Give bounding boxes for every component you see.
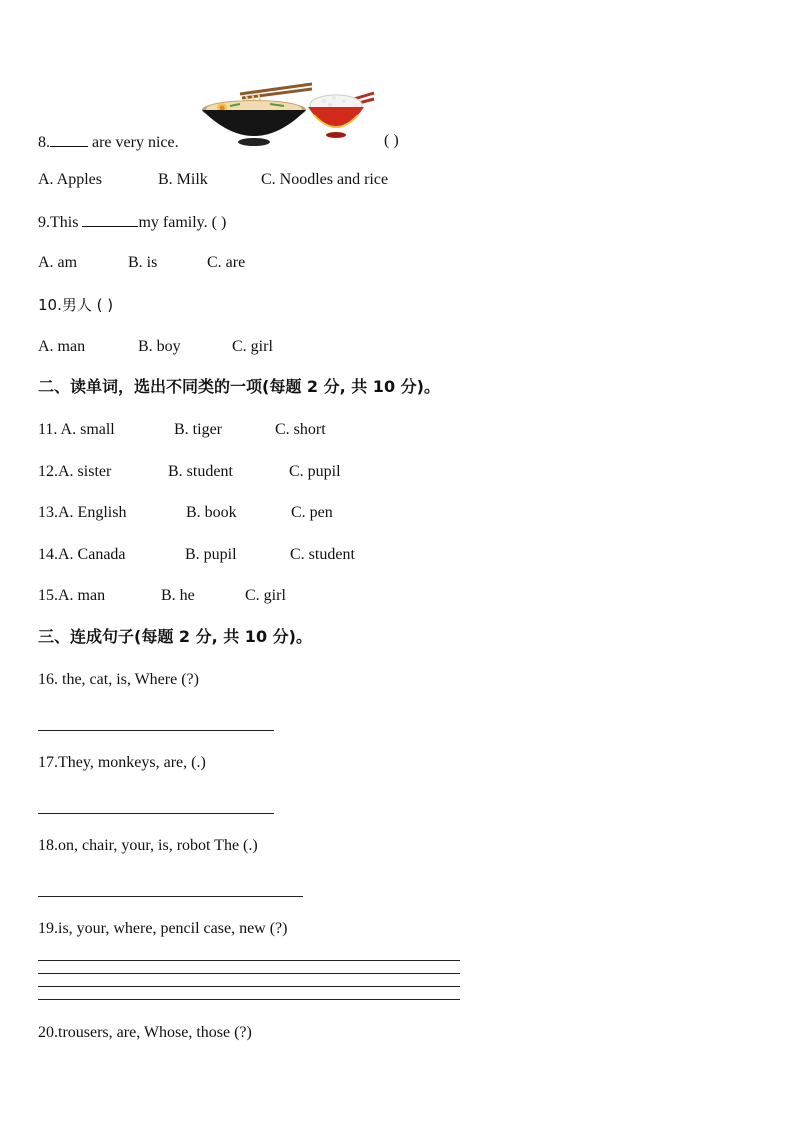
noodle-bowl-image [200, 80, 312, 150]
option-c[interactable]: C. are [207, 254, 246, 271]
option-a[interactable]: A. man [58, 587, 106, 604]
option-c[interactable]: C. girl [232, 338, 273, 355]
question-number: 18. [38, 837, 58, 854]
question-15 [38, 586, 105, 606]
question-text: are very nice. [92, 134, 179, 151]
option-c[interactable]: C. short [275, 421, 326, 438]
question-14 [38, 545, 126, 565]
option-b[interactable]: B. pupil [185, 546, 237, 563]
answer-paren[interactable]: ( ) [96, 296, 114, 314]
question-number: 15. [38, 587, 58, 604]
question-number: 11. [38, 421, 58, 438]
option-c[interactable]: C. Noodles and rice [261, 171, 389, 188]
question-17 [38, 753, 206, 773]
question-11 [38, 420, 115, 440]
answer-line[interactable] [38, 986, 460, 987]
option-c[interactable]: C. pupil [289, 463, 341, 480]
question-number: 9.This [38, 214, 79, 231]
question-text: trousers, are, Whose, those (?) [58, 1024, 252, 1041]
option-b[interactable]: B. boy [138, 338, 181, 355]
question-number: 19. [38, 920, 58, 937]
answer-line[interactable] [38, 813, 274, 814]
option-a[interactable]: A. man [38, 338, 86, 355]
answer-line[interactable] [38, 960, 460, 961]
question-text: on, chair, your, is, robot The (.) [58, 837, 258, 854]
option-b[interactable]: B. tiger [174, 421, 222, 438]
question-number: 16. [38, 671, 58, 688]
question-text: my family. [138, 214, 208, 231]
answer-blank[interactable] [50, 132, 88, 147]
option-b[interactable]: B. is [128, 254, 158, 271]
question-19 [38, 919, 287, 939]
answer-line[interactable] [38, 896, 303, 897]
rice-bowl-image [304, 85, 376, 141]
question-number: 20. [38, 1024, 58, 1041]
section-2-heading: 二、读单词，选出不同类的一项(每题 2 分, 共 10 分)。 [38, 377, 440, 396]
option-a[interactable]: A. Apples [38, 171, 102, 188]
question-text: is, your, where, pencil case, new (?) [58, 920, 288, 937]
option-a[interactable]: A. small [60, 421, 115, 438]
question-text: They, monkeys, are, (.) [58, 754, 206, 771]
option-a[interactable]: A. English [58, 504, 127, 521]
question-number: 17. [38, 754, 58, 771]
option-b[interactable]: B. he [161, 587, 195, 604]
question-18 [38, 836, 258, 856]
option-a[interactable]: A. Canada [58, 546, 126, 563]
question-9 [38, 212, 226, 233]
question-20 [38, 1023, 252, 1043]
question-text: 男人 [61, 296, 92, 314]
question-12 [38, 462, 111, 482]
question-number: 10. [38, 296, 62, 314]
answer-blank[interactable] [82, 212, 138, 227]
question-text: the, cat, is, Where (?) [62, 671, 199, 688]
option-a[interactable]: A. am [38, 254, 78, 271]
question-number: 13. [38, 504, 58, 521]
section-3-heading: 三、连成句子(每题 2 分, 共 10 分)。 [38, 627, 312, 646]
answer-line[interactable] [38, 973, 460, 974]
option-c[interactable]: C. pen [291, 504, 333, 521]
question-number: 8. [38, 134, 50, 151]
answer-paren[interactable]: ( ) [211, 214, 227, 231]
option-c[interactable]: C. girl [245, 587, 286, 604]
question-10 [38, 295, 113, 315]
option-c[interactable]: C. student [290, 546, 355, 563]
option-b[interactable]: B. Milk [158, 171, 208, 188]
question-13 [38, 503, 126, 523]
option-b[interactable]: B. book [186, 504, 237, 521]
answer-paren[interactable]: ( ) [384, 132, 399, 149]
answer-line[interactable] [38, 999, 460, 1000]
answer-line[interactable] [38, 730, 274, 731]
question-16 [38, 670, 199, 690]
option-a[interactable]: A. sister [58, 463, 112, 480]
question-8 [38, 132, 179, 153]
question-number: 14. [38, 546, 58, 563]
question-number: 12. [38, 463, 58, 480]
option-b[interactable]: B. student [168, 463, 233, 480]
